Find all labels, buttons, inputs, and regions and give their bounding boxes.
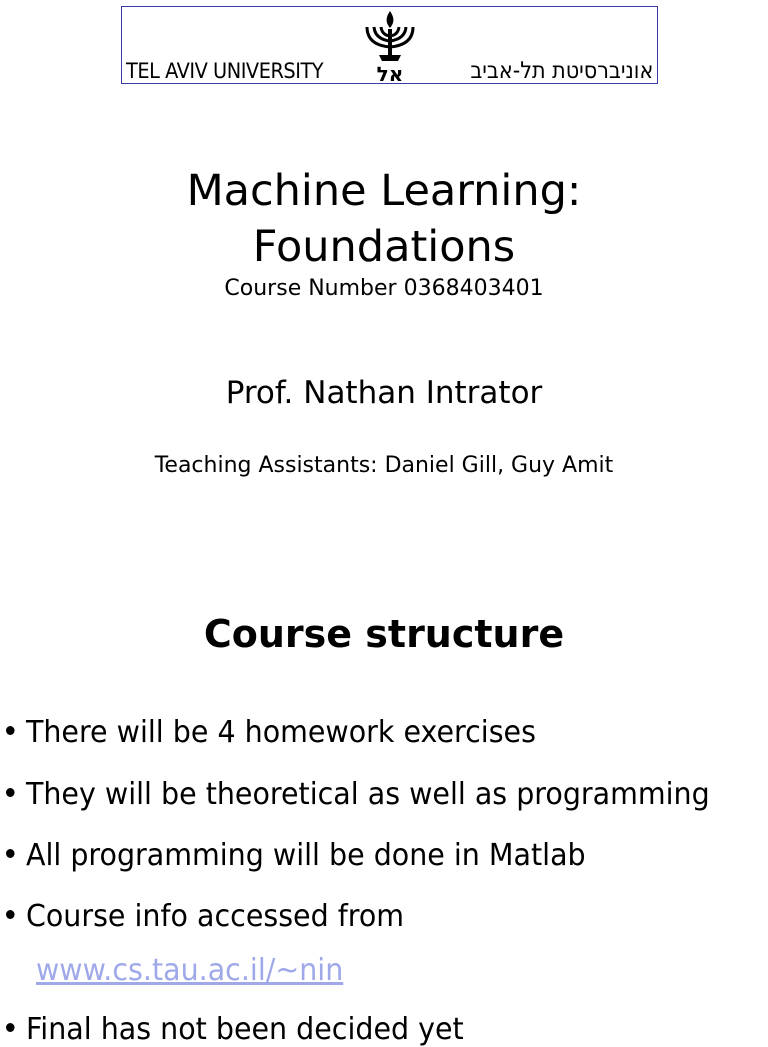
- bullet-dot-icon: [6, 726, 15, 735]
- bullet-text: Course info accessed from: [25, 899, 405, 934]
- bullet-text: There will be 4 homework exercises: [25, 715, 536, 750]
- bullet-item: [6, 1012, 464, 1047]
- section-heading: Course structure: [203, 612, 565, 656]
- emblem-letters: אל: [376, 62, 404, 83]
- bullet-dot-icon: [6, 849, 15, 858]
- teaching-assistants: Teaching Assistants: Daniel Gill, Guy Amit: [154, 453, 614, 478]
- logo-hebrew-text: אוניברסיטת תל-אביב: [470, 58, 653, 84]
- course-website-link[interactable]: www.cs.tau.ac.il/~nin: [36, 953, 344, 988]
- logo-english-text: TEL AVIV UNIVERSITY: [126, 59, 324, 83]
- university-logo: [121, 6, 658, 84]
- professor-name: Prof. Nathan Intrator: [225, 375, 543, 411]
- bullet-text: They will be theoretical as well as programming: [25, 777, 710, 812]
- bullet-dot-icon: [6, 788, 15, 797]
- bullet-item: [6, 899, 404, 934]
- bullet-text: All programming will be done in Matlab: [25, 838, 586, 873]
- bullet-dot-icon: [6, 910, 15, 919]
- bullet-item: [6, 715, 536, 750]
- menorah-emblem-icon: [359, 9, 421, 83]
- course-title-line2: Foundations: [252, 222, 516, 272]
- course-title-line1: Machine Learning:: [186, 166, 582, 216]
- bullet-text: Final has not been decided yet: [25, 1012, 464, 1047]
- bullet-item: [6, 838, 586, 873]
- bullet-item: [6, 777, 710, 812]
- bullet-dot-icon: [6, 1023, 15, 1032]
- course-number: Course Number 0368403401: [224, 276, 544, 301]
